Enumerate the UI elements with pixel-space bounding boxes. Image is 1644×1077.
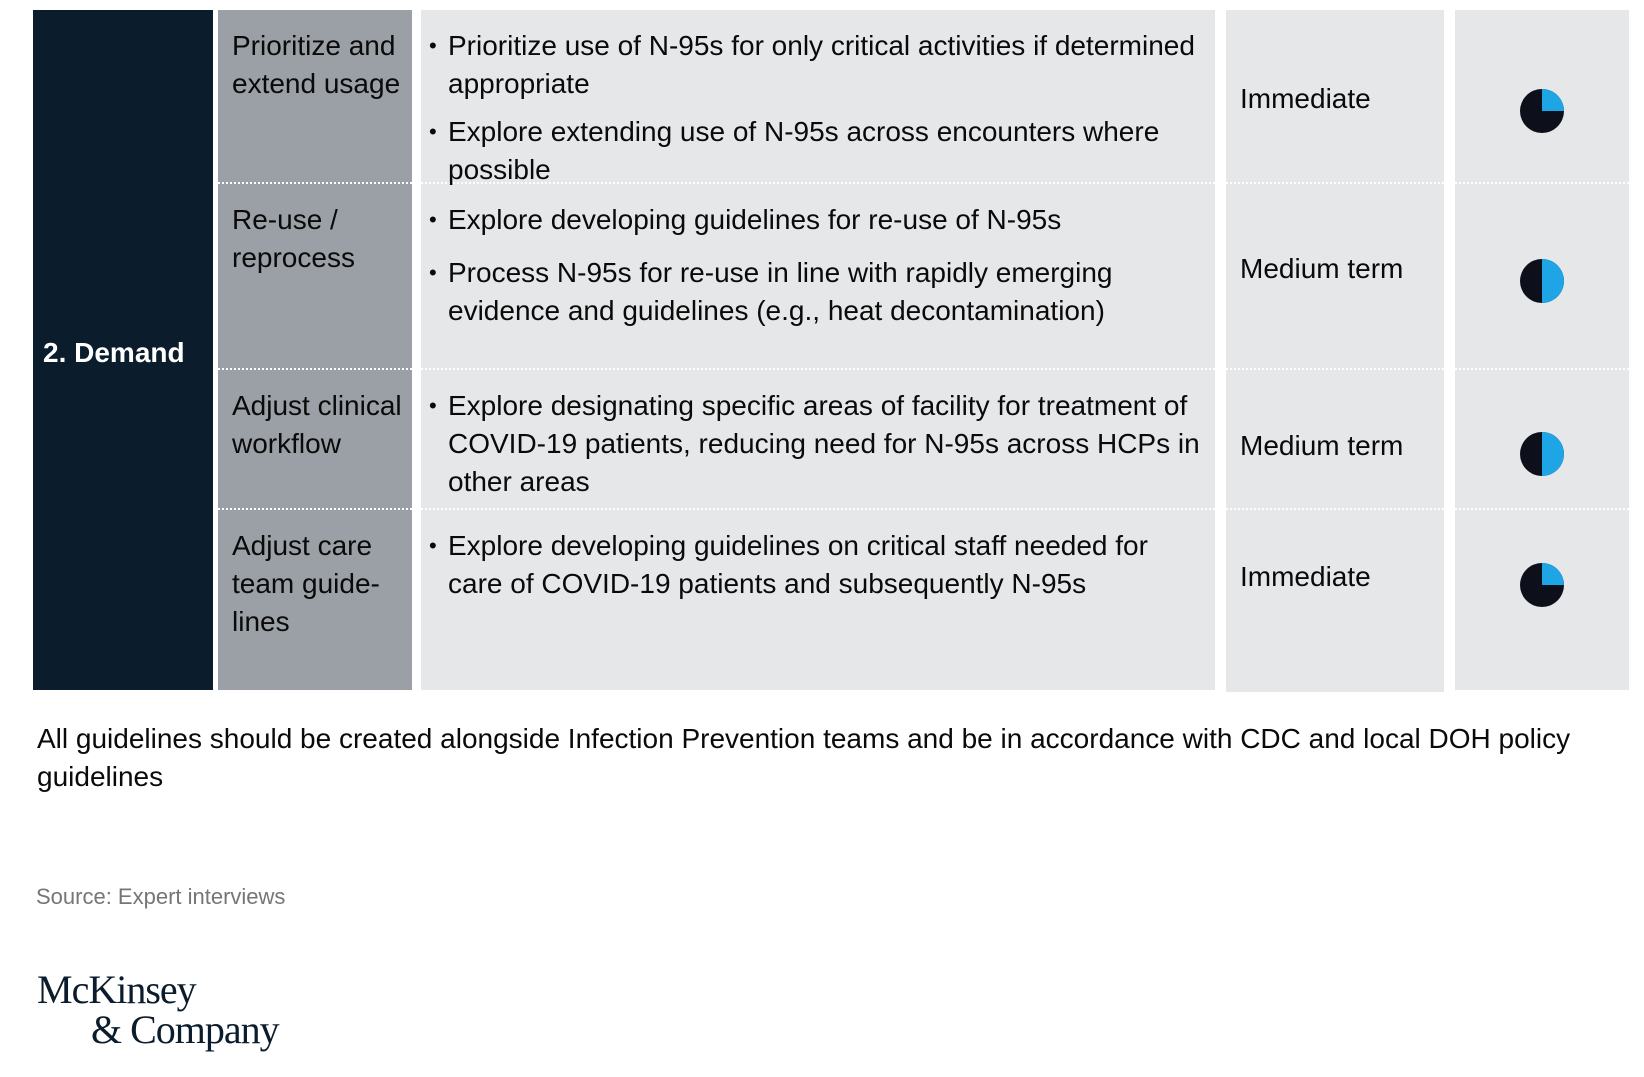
- action-list: [428, 527, 1208, 613]
- action-item: • Explore extending use of N-95s across encounters where possible: [428, 113, 1208, 189]
- harvey-ball-icon: [1519, 88, 1565, 134]
- action-list: [428, 27, 1208, 199]
- action-item: • Prioritize use of N-95s for only critical activities if determined appropriate: [428, 27, 1208, 103]
- source-note: Source: Expert interviews: [36, 884, 286, 909]
- timing-label: Medium term: [1240, 430, 1404, 461]
- action-cell: [421, 10, 1215, 184]
- impact-column: [1455, 10, 1629, 690]
- action-cell: [421, 510, 1215, 690]
- action-cell: [421, 370, 1215, 510]
- timing-label: Immediate: [1240, 561, 1371, 592]
- harvey-ball-fill: [1542, 259, 1564, 303]
- action-item: • Explore developing guidelines for re-use of N-95s: [428, 201, 1208, 239]
- lever-cell: [218, 510, 412, 690]
- harvey-ball-icon: [1519, 258, 1565, 304]
- impact-cell: [1455, 510, 1629, 690]
- lever-label: Prioritize and extend usage: [232, 30, 401, 99]
- timing-label: Medium term: [1240, 253, 1404, 284]
- category-label: 2. Demand: [43, 337, 185, 368]
- harvey-ball-icon: [1519, 562, 1565, 608]
- lever-label: Adjust care team guide-lines: [232, 530, 380, 637]
- lever-cell: [218, 10, 412, 184]
- logo-line-2: & Company: [91, 1007, 279, 1052]
- impact-cell: [1455, 184, 1629, 370]
- action-list: [428, 201, 1208, 340]
- footnote: All guidelines should be created alongside Infection Prevention teams and be in accordance with CDC and local DOH policy guidelines: [37, 723, 1571, 792]
- bullet-icon: •: [429, 393, 437, 418]
- lever-column: [218, 10, 412, 690]
- lever-label: Re-use / reprocess: [232, 204, 355, 273]
- category-column: [33, 10, 213, 690]
- timing-label: Immediate: [1240, 83, 1371, 114]
- action-list: [428, 387, 1208, 511]
- action-column: [421, 10, 1215, 690]
- harvey-ball-fill: [1542, 563, 1564, 585]
- timing-column: [1226, 10, 1444, 692]
- lever-cell: [218, 370, 412, 510]
- lever-cell: [218, 184, 412, 370]
- timing-cell: [1226, 184, 1444, 370]
- impact-cell: [1455, 10, 1629, 184]
- bullet-icon: •: [429, 207, 437, 232]
- bullet-icon: •: [429, 260, 437, 285]
- harvey-ball-icon: [1519, 431, 1565, 477]
- action-item: • Explore developing guidelines on critical staff needed for care of COVID-19 patients and subsequently N-95s: [428, 527, 1208, 603]
- action-item: • Process N-95s for re-use in line with rapidly emerging evidence and guidelines (e.g., heat decontamination): [428, 254, 1208, 330]
- logo-line-1: McKinsey: [37, 967, 196, 1012]
- timing-cell: [1226, 510, 1444, 692]
- timing-cell: [1226, 10, 1444, 184]
- mckinsey-logo: [37, 967, 279, 1052]
- harvey-ball-fill: [1542, 89, 1564, 111]
- impact-cell: [1455, 370, 1629, 510]
- bullet-icon: •: [429, 33, 437, 58]
- timing-cell: [1226, 370, 1444, 510]
- action-item: • Explore designating specific areas of facility for treatment of COVID-19 patients, reducing need for N-95s across HCPs in other areas: [428, 387, 1208, 501]
- bullet-icon: •: [429, 119, 437, 144]
- lever-label: Adjust clinical workflow: [232, 390, 402, 459]
- harvey-ball-fill: [1542, 432, 1564, 476]
- action-cell: [421, 184, 1215, 370]
- bullet-icon: •: [429, 533, 437, 558]
